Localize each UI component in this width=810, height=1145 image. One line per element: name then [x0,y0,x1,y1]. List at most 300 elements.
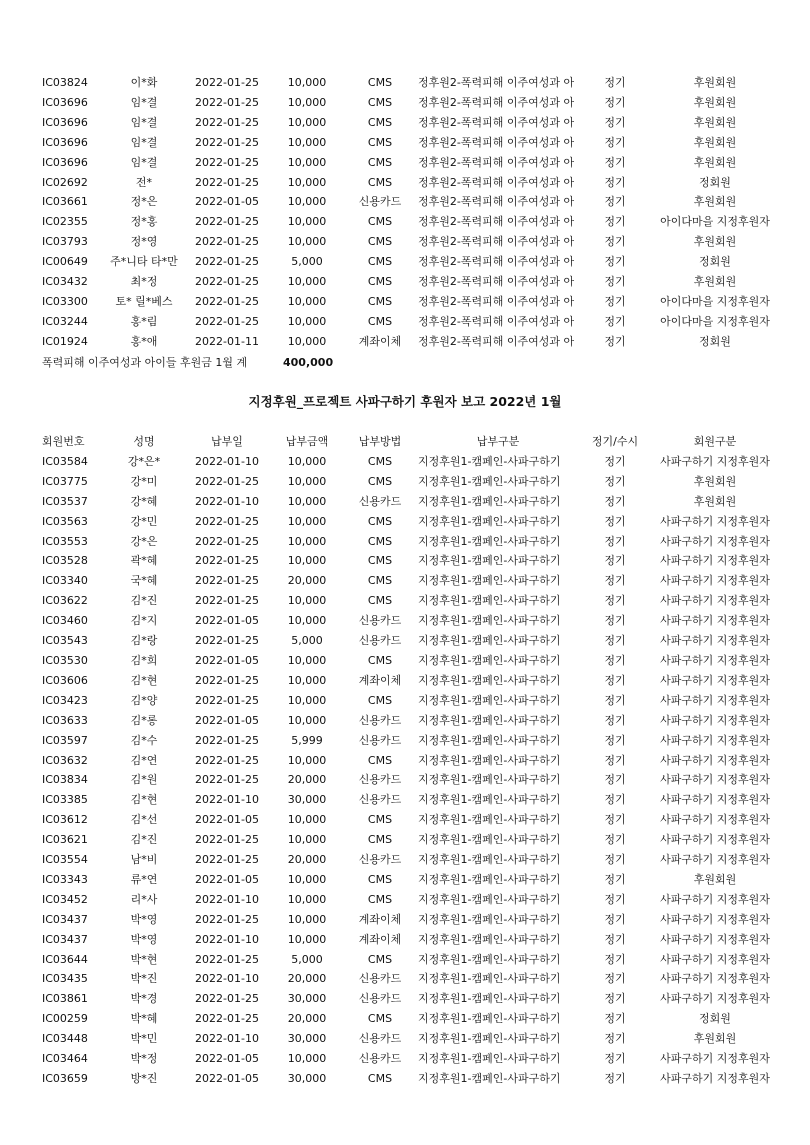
header-name: 성명 [133,435,155,448]
cell-member-type: 사파구하기 지정후원자 [660,1072,770,1085]
cell-amount: 10,000 [287,713,327,727]
cell-method: CMS [367,574,393,588]
cell-name: 강*은* [127,454,161,468]
cell-member-id: IC03300 [42,294,88,308]
cell-amount: 10,000 [287,554,327,568]
cell-member-id: IC03563 [42,514,88,528]
table-row [30,989,782,1009]
cell-frequency: 정기 [604,892,626,906]
cell-pay-type: 지정후원1-캠페인-사파구하기 [418,833,561,847]
cell-amount: 10,000 [287,195,327,209]
cell-frequency: 정기 [604,494,626,508]
cell-member-type: 아이다마을 지정후원자 [660,294,770,308]
cell-name: 토* 릴*베스 [115,294,173,308]
cell-member-id: IC03621 [42,833,88,847]
cell-member-id: IC03606 [42,673,88,687]
cell-method: CMS [367,275,393,289]
cell-member-id: IC03448 [42,1032,88,1046]
cell-pay-date: 2022-01-10 [195,932,259,946]
cell-member-id: IC03437 [42,912,88,926]
header-member-type: 회원구분 [693,435,737,448]
cell-name: 박*진 [130,972,158,986]
cell-pay-date: 2022-01-05 [195,195,259,209]
cell-frequency: 정기 [604,76,626,89]
cell-amount: 30,000 [287,992,327,1006]
cell-amount: 10,000 [287,813,327,827]
cell-method: CMS [367,753,393,767]
cell-amount: 5,000 [291,952,323,966]
cell-pay-date: 2022-01-11 [195,334,259,348]
cell-member-type: 사파구하기 지정후원자 [660,972,770,986]
cell-name: 김*원 [130,773,158,787]
table-row [30,1029,782,1049]
table-row [30,930,782,950]
cell-member-type: 사파구하기 지정후원자 [660,534,770,548]
cell-pay-type: 정후원2-폭력피해 이주여성과 아 [418,294,575,308]
table-row [30,751,782,771]
cell-pay-type: 지정후원1-캠페인-사파구하기 [418,1052,561,1066]
cell-pay-type: 지정후원1-캠페인-사파구하기 [418,972,561,986]
cell-name: 국*혜 [130,574,158,588]
cell-member-id: IC03464 [42,1052,88,1066]
cell-amount: 20,000 [287,773,327,787]
cell-name: 리*사 [130,892,158,906]
table-row [30,1049,782,1069]
cell-pay-type: 정후원2-폭력피해 이주여성과 아 [418,235,575,249]
cell-frequency: 정기 [604,275,626,289]
cell-member-type: 후원회원 [693,135,737,149]
cell-member-id: IC03432 [42,275,88,289]
cell-name: 김*랑 [130,634,158,648]
cell-pay-type: 지정후원1-캠페인-사파구하기 [418,454,561,468]
cell-pay-type: 정후원2-폭력피해 이주여성과 아 [418,135,575,149]
cell-member-id: IC03824 [42,76,88,89]
cell-pay-date: 2022-01-05 [195,813,259,827]
cell-frequency: 정기 [604,534,626,548]
cell-frequency: 정기 [604,175,626,189]
cell-member-type: 사파구하기 지정후원자 [660,733,770,747]
cell-pay-date: 2022-01-25 [195,673,259,687]
cell-amount: 10,000 [287,693,327,707]
cell-frequency: 정기 [604,713,626,727]
cell-pay-date: 2022-01-25 [195,95,259,109]
cell-method: 신용카드 [358,972,402,986]
cell-pay-date: 2022-01-25 [195,115,259,129]
cell-member-id: IC03793 [42,235,88,249]
cell-name: 박*혜 [130,1012,158,1026]
cell-pay-type: 지정후원1-캠페인-사파구하기 [418,713,561,727]
cell-member-type: 사파구하기 지정후원자 [660,952,770,966]
table-row [30,153,782,173]
cell-member-id: IC03584 [42,454,88,468]
cell-frequency: 정기 [604,574,626,588]
cell-pay-type: 정후원2-폭력피해 이주여성과 아 [418,115,575,129]
cell-pay-date: 2022-01-10 [195,1032,259,1046]
cell-amount: 10,000 [287,314,327,328]
cell-name: 김*연 [130,753,158,767]
table-row [30,332,782,352]
cell-amount: 10,000 [287,514,327,528]
cell-frequency: 정기 [604,195,626,209]
cell-pay-date: 2022-01-05 [195,1052,259,1066]
cell-frequency: 정기 [604,813,626,827]
cell-member-type: 정회원 [699,175,731,189]
table-row [30,790,782,810]
cell-pay-type: 지정후원1-캠페인-사파구하기 [418,872,561,886]
cell-member-id: IC03537 [42,494,88,508]
cell-method: 계좌이체 [358,912,402,926]
cell-amount: 30,000 [287,1072,327,1085]
table-row [30,969,782,989]
cell-name: 박*민 [130,1032,158,1046]
cell-name: 방*진 [130,1072,158,1085]
table-row [30,212,782,232]
cell-frequency: 정기 [604,972,626,986]
cell-amount: 10,000 [287,155,327,169]
cell-pay-type: 정후원2-폭력피해 이주여성과 아 [418,76,575,89]
total-row [42,353,334,373]
cell-pay-type: 지정후원1-캠페인-사파구하기 [418,534,561,548]
cell-name: 박*경 [130,992,158,1006]
cell-member-type: 아이다마을 지정후원자 [660,314,770,328]
cell-member-type: 사파구하기 지정후원자 [660,753,770,767]
cell-pay-date: 2022-01-25 [195,135,259,149]
cell-member-type: 사파구하기 지정후원자 [660,594,770,608]
cell-member-id: IC03460 [42,614,88,628]
cell-pay-date: 2022-01-25 [195,215,259,229]
cell-member-type: 사파구하기 지정후원자 [660,673,770,687]
cell-pay-type: 정후원2-폭력피해 이주여성과 아 [418,255,575,269]
cell-member-type: 사파구하기 지정후원자 [660,554,770,568]
cell-amount: 5,999 [291,733,323,747]
cell-frequency: 정기 [604,693,626,707]
cell-name: 정*은 [130,195,158,209]
cell-pay-date: 2022-01-25 [195,76,259,89]
table-row [30,571,782,591]
cell-method: CMS [367,215,393,229]
cell-member-id: IC03343 [42,872,88,886]
cell-member-id: IC03530 [42,653,88,667]
cell-member-id: IC03597 [42,733,88,747]
cell-frequency: 정기 [604,135,626,149]
cell-amount: 10,000 [287,275,327,289]
table-row [30,950,782,970]
cell-member-type: 사파구하기 지정후원자 [660,693,770,707]
cell-pay-date: 2022-01-10 [195,972,259,986]
cell-member-id: IC03435 [42,972,88,986]
cell-frequency: 정기 [604,853,626,867]
cell-member-type: 정회원 [699,1012,731,1026]
cell-frequency: 정기 [604,474,626,488]
cell-amount: 20,000 [287,574,327,588]
cell-pay-type: 지정후원1-캠페인-사파구하기 [418,554,561,568]
cell-method: 신용카드 [358,614,402,628]
cell-member-type: 사파구하기 지정후원자 [660,773,770,787]
cell-method: CMS [367,813,393,827]
cell-frequency: 정기 [604,594,626,608]
cell-name: 강*미 [130,474,158,488]
cell-method: 신용카드 [358,634,402,648]
cell-pay-date: 2022-01-25 [195,634,259,648]
cell-name: 강*민 [130,514,158,528]
cell-method: CMS [367,653,393,667]
cell-method: CMS [367,115,393,129]
cell-amount: 20,000 [287,972,327,986]
table-row [30,830,782,850]
cell-pay-type: 지정후원1-캠페인-사파구하기 [418,773,561,787]
table-row [30,472,782,492]
section-title: 지정후원_프로젝트 사파구하기 후원자 보고 2022년 1월 [248,394,562,409]
cell-amount: 10,000 [287,614,327,628]
cell-name: 류*연 [130,872,158,886]
cell-pay-type: 지정후원1-캠페인-사파구하기 [418,594,561,608]
cell-name: 강*은 [130,534,158,548]
cell-pay-date: 2022-01-25 [195,753,259,767]
cell-member-type: 사파구하기 지정후원자 [660,454,770,468]
cell-pay-type: 지정후원1-캠페인-사파구하기 [418,912,561,926]
cell-pay-date: 2022-01-25 [195,574,259,588]
table-row [30,93,782,113]
cell-pay-type: 지정후원1-캠페인-사파구하기 [418,992,561,1006]
cell-pay-type: 지정후원1-캠페인-사파구하기 [418,753,561,767]
cell-method: CMS [367,175,393,189]
cell-pay-type: 지정후원1-캠페인-사파구하기 [418,693,561,707]
table-row [30,1069,782,1089]
cell-member-type: 후원회원 [693,195,737,209]
header-amount: 납부금액 [285,435,329,448]
cell-pay-date: 2022-01-25 [195,474,259,488]
cell-member-type: 사파구하기 지정후원자 [660,614,770,628]
header-method: 납부방법 [358,435,402,448]
cell-frequency: 정기 [604,872,626,886]
cell-name: 홍*림 [130,314,158,328]
table-row [30,292,782,312]
cell-pay-date: 2022-01-25 [195,275,259,289]
cell-pay-type: 정후원2-폭력피해 이주여성과 아 [418,175,575,189]
cell-amount: 10,000 [287,872,327,886]
cell-method: CMS [367,1072,393,1085]
cell-member-type: 사파구하기 지정후원자 [660,634,770,648]
cell-member-type: 정회원 [699,334,731,348]
cell-amount: 10,000 [287,494,327,508]
cell-member-id: IC03622 [42,594,88,608]
cell-frequency: 정기 [604,753,626,767]
cell-method: 신용카드 [358,773,402,787]
cell-amount: 10,000 [287,135,327,149]
cell-method: 계좌이체 [358,932,402,946]
cell-member-type: 사파구하기 지정후원자 [660,514,770,528]
cell-amount: 10,000 [287,912,327,926]
cell-member-id: IC03423 [42,693,88,707]
cell-member-type: 후원회원 [693,235,737,249]
cell-name: 김*양 [130,693,158,707]
cell-method: CMS [367,514,393,528]
cell-amount: 10,000 [287,474,327,488]
cell-pay-type: 지정후원1-캠페인-사파구하기 [418,1072,561,1085]
cell-pay-date: 2022-01-05 [195,614,259,628]
cell-member-id: IC03644 [42,952,88,966]
cell-name: 김*수 [130,733,158,747]
cell-member-type: 사파구하기 지정후원자 [660,1052,770,1066]
cell-pay-type: 정후원2-폭력피해 이주여성과 아 [418,334,575,348]
cell-method: CMS [367,594,393,608]
cell-method: CMS [367,833,393,847]
cell-method: 계좌이체 [358,334,402,348]
cell-name: 김*지 [130,614,158,628]
cell-frequency: 정기 [604,733,626,747]
cell-member-type: 사파구하기 지정후원자 [660,932,770,946]
table-row [30,113,782,133]
table-row [30,870,782,890]
cell-amount: 20,000 [287,853,327,867]
cell-member-type: 정회원 [699,255,731,269]
cell-amount: 10,000 [287,833,327,847]
table-row [30,532,782,552]
cell-pay-date: 2022-01-25 [195,733,259,747]
cell-name: 박*영 [130,932,158,946]
cell-name: 임*결 [130,135,158,149]
cell-member-id: IC03543 [42,634,88,648]
cell-pay-date: 2022-01-25 [195,554,259,568]
table-row [30,770,782,790]
cell-name: 임*결 [130,155,158,169]
cell-member-type: 후원회원 [693,872,737,886]
cell-frequency: 정기 [604,454,626,468]
cell-member-type: 후원회원 [693,275,737,289]
cell-method: CMS [367,95,393,109]
header-member-id: 회원번호 [42,435,85,448]
cell-method: CMS [367,454,393,468]
cell-amount: 10,000 [287,653,327,667]
cell-pay-date: 2022-01-10 [195,793,259,807]
cell-member-id: IC03452 [42,892,88,906]
cell-pay-type: 정후원2-폭력피해 이주여성과 아 [418,155,575,169]
cell-pay-type: 지정후원1-캠페인-사파구하기 [418,932,561,946]
cell-pay-type: 지정후원1-캠페인-사파구하기 [418,474,561,488]
table-row [30,73,782,93]
table-row [30,452,782,472]
cell-member-id: IC03554 [42,853,88,867]
cell-frequency: 정기 [604,255,626,269]
cell-member-id: IC03696 [42,155,88,169]
cell-pay-type: 지정후원1-캠페인-사파구하기 [418,853,561,867]
table-row [30,232,782,252]
cell-member-type: 후원회원 [693,1032,737,1046]
cell-amount: 10,000 [287,95,327,109]
cell-method: 계좌이체 [358,673,402,687]
table-row [30,272,782,292]
cell-frequency: 정기 [604,1012,626,1026]
table-row [30,591,782,611]
table-row [30,192,782,212]
cell-member-id: IC03696 [42,115,88,129]
cell-member-id: IC03528 [42,554,88,568]
cell-frequency: 정기 [604,992,626,1006]
cell-member-type: 후원회원 [693,494,737,508]
cell-method: 신용카드 [358,992,402,1006]
cell-method: CMS [367,534,393,548]
cell-frequency: 정기 [604,1032,626,1046]
cell-name: 김*진 [130,594,158,608]
cell-name: 홍*애 [130,334,158,348]
cell-pay-type: 지정후원1-캠페인-사파구하기 [418,1032,561,1046]
table-row [30,312,782,332]
cell-amount: 10,000 [287,892,327,906]
cell-name: 김*희 [130,653,158,667]
cell-method: CMS [367,554,393,568]
donor-table-sapa-campaign [30,432,782,1089]
table-row [30,611,782,631]
cell-pay-date: 2022-01-25 [195,693,259,707]
cell-amount: 10,000 [287,454,327,468]
cell-pay-date: 2022-01-25 [195,175,259,189]
table-row [30,551,782,571]
table-row [30,711,782,731]
cell-member-id: IC03244 [42,314,88,328]
cell-member-type: 사파구하기 지정후원자 [660,833,770,847]
cell-pay-date: 2022-01-25 [195,992,259,1006]
cell-frequency: 정기 [604,294,626,308]
cell-amount: 10,000 [287,1052,327,1066]
table-row [30,1009,782,1029]
cell-method: CMS [367,1012,393,1026]
cell-member-type: 사파구하기 지정후원자 [660,713,770,727]
table-row [30,671,782,691]
table-row [30,512,782,532]
cell-member-id: IC03696 [42,135,88,149]
cell-pay-type: 정후원2-폭력피해 이주여성과 아 [418,314,575,328]
cell-amount: 5,000 [291,634,323,648]
cell-pay-date: 2022-01-25 [195,314,259,328]
cell-frequency: 정기 [604,932,626,946]
table-row [30,651,782,671]
donor-table-violence-support [30,73,782,352]
cell-member-id: IC03861 [42,992,88,1006]
cell-amount: 30,000 [287,1032,327,1046]
cell-method: CMS [367,693,393,707]
cell-amount: 10,000 [287,115,327,129]
cell-member-type: 사파구하기 지정후원자 [660,793,770,807]
cell-pay-type: 정후원2-폭력피해 이주여성과 아 [418,215,575,229]
cell-member-id: IC02355 [42,215,88,229]
cell-pay-type: 지정후원1-캠페인-사파구하기 [418,574,561,588]
cell-frequency: 정기 [604,115,626,129]
cell-member-id: IC01924 [42,334,88,348]
cell-member-id: IC03834 [42,773,88,787]
cell-name: 김*현 [130,793,158,807]
cell-member-id: IC03633 [42,713,88,727]
cell-frequency: 정기 [604,554,626,568]
cell-pay-type: 지정후원1-캠페인-사파구하기 [418,514,561,528]
total-amount: 400,000 [283,356,334,369]
cell-pay-type: 지정후원1-캠페인-사파구하기 [418,634,561,648]
cell-frequency: 정기 [604,634,626,648]
cell-method: CMS [367,892,393,906]
cell-member-id: IC03632 [42,753,88,767]
cell-pay-date: 2022-01-10 [195,494,259,508]
cell-member-type: 사파구하기 지정후원자 [660,992,770,1006]
cell-method: CMS [367,155,393,169]
cell-member-id: IC03612 [42,813,88,827]
cell-name: 이*화 [130,76,158,89]
table-row [30,890,782,910]
cell-member-id: IC00259 [42,1012,88,1026]
cell-pay-type: 지정후원1-캠페인-사파구하기 [418,673,561,687]
table-row [30,691,782,711]
cell-method: 신용카드 [358,713,402,727]
cell-pay-date: 2022-01-05 [195,713,259,727]
cell-frequency: 정기 [604,215,626,229]
